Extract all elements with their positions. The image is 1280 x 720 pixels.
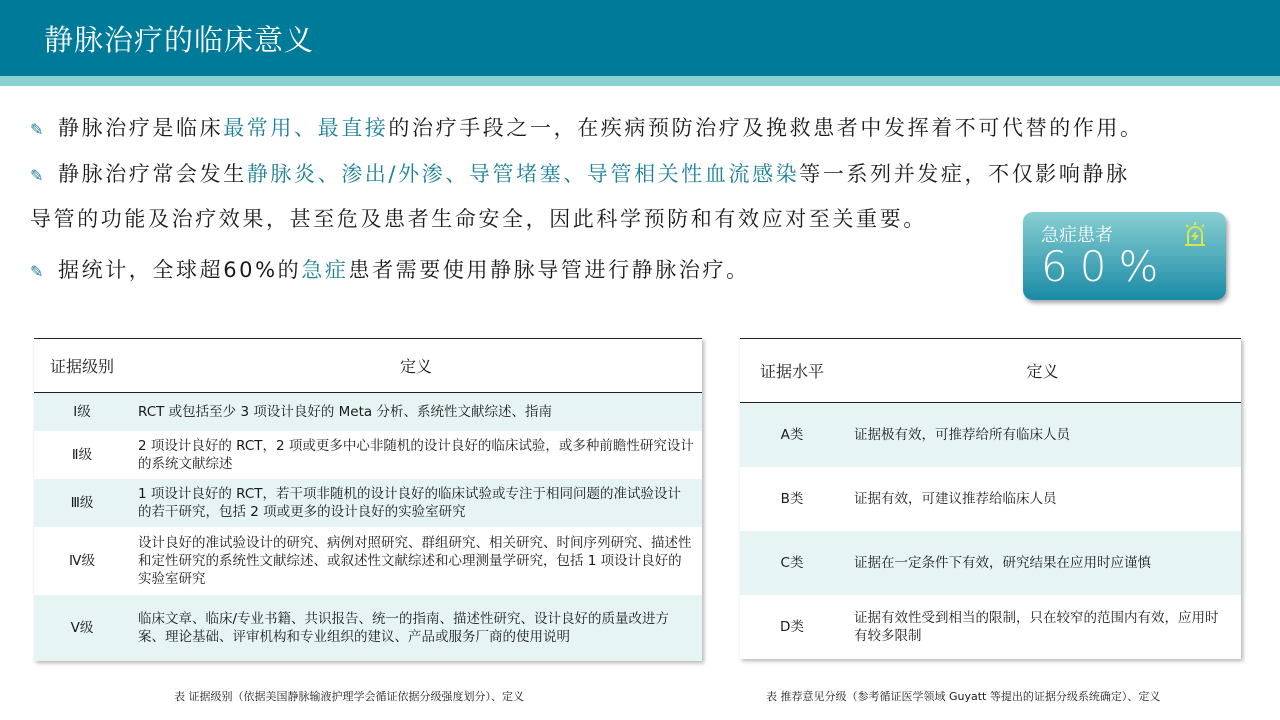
definition-cell: 设计良好的准试验设计的研究、病例对照研究、群组研究、相关研究、时间序列研究、描述性和定性研究的系统性文献综述、或叙述性文献综述和心理测量学研究，包括 1 项设计良好的实验室研究 <box>138 534 692 587</box>
definition-cell: 证据有效，可建议推荐给临床人员 <box>854 490 1057 507</box>
stat-value: 60% <box>1041 242 1171 291</box>
level-cell: D类 <box>780 618 804 635</box>
level-cell: Ⅰ级 <box>34 393 130 431</box>
text: 患者需要使用静脉导管进行静脉治疗。 <box>348 258 750 282</box>
table-row <box>740 531 1241 595</box>
alarm-light-icon <box>1182 220 1208 248</box>
column-header: 证据级别 <box>34 339 130 393</box>
definition-cell: 证据极有效，可推荐给所有临床人员 <box>844 403 1241 467</box>
table-row <box>740 467 1241 531</box>
level-cell: Ⅲ级 <box>34 479 130 527</box>
definition-cell: 证据有效性受到相当的限制，只在较窄的范围内有效，应用时有较多限制 <box>854 609 1219 644</box>
highlight: 急症 <box>301 258 349 282</box>
text: 静脉治疗常会发生 <box>58 162 247 186</box>
bullet-2-continuation: 导管的功能及治疗效果，甚至危及患者生命安全，因此科学预防和有效应对至关重要。 <box>30 207 927 231</box>
table-row <box>740 403 1241 467</box>
table-row <box>34 431 702 479</box>
level-cell: C类 <box>740 531 844 595</box>
level-cell: Ⅳ级 <box>69 552 95 569</box>
definition-cell: 2 项设计良好的 RCT，2 项或更多中心非随机的设计良好的临床试验，或多种前瞻性研究设计的系统文献综述 <box>138 437 694 472</box>
table1-caption: 表 证据级别（依据美国静脉输液护理学会循证依据分级强度划分）、定义 <box>174 690 524 703</box>
definition-cell: 证据在一定条件下有效，研究结果在应用时应谨慎 <box>844 531 1241 595</box>
table-row <box>34 479 702 527</box>
page-title: 静脉治疗的临床意义 <box>44 23 315 57</box>
stat-card <box>1023 212 1226 300</box>
bullet-2 <box>30 158 1130 188</box>
stat-label: 急症患者 <box>1041 225 1113 246</box>
text: 等一系列并发症，不仅影响静脉 <box>799 162 1130 186</box>
definition-cell: 临床文章、临床/专业书籍、共识报告、统一的指南、描述性研究、设计良好的质量改进方案、理论基础、评审机构和专业组织的建议、产品或服务厂商的使用说明 <box>130 595 702 661</box>
evidence-level-table <box>34 338 702 661</box>
column-header: 定义 <box>844 339 1241 403</box>
recommendation-level-table <box>740 338 1241 659</box>
definition-cell: RCT 或包括至少 3 项设计良好的 Meta 分析、系统性文献综述、指南 <box>130 393 702 431</box>
header-stripe <box>0 76 1280 86</box>
text: 静脉治疗是临床 <box>58 116 224 140</box>
table-row <box>34 527 702 595</box>
column-header: 证据水平 <box>740 339 844 403</box>
highlight: 静脉炎、渗出/外渗、导管堵塞、导管相关性血流感染 <box>246 162 800 186</box>
column-header: 定义 <box>130 339 702 393</box>
pen-icon: ✎ <box>30 262 47 281</box>
bullet-1 <box>30 112 1144 142</box>
level-cell: Ⅴ级 <box>34 595 130 661</box>
level-cell: A类 <box>740 403 844 467</box>
table2-caption: 表 推荐意见分级（参考循证医学领域 Guyatt 等提出的证据分级系统确定）、定义 <box>766 690 1161 703</box>
table-row <box>34 595 702 661</box>
table-row <box>740 595 1241 659</box>
level-cell: B类 <box>780 490 804 507</box>
text: 的治疗手段之一，在疾病预防治疗及挽救患者中发挥着不可代替的作用。 <box>388 116 1144 140</box>
table-row <box>34 393 702 431</box>
pen-icon: ✎ <box>30 120 47 139</box>
highlight: 最常用、最直接 <box>223 116 389 140</box>
pen-icon: ✎ <box>30 166 47 185</box>
definition-cell: 1 项设计良好的 RCT，若干项非随机的设计良好的临床试验或专注于相同问题的准试验设计的若干研究，包括 2 项或更多的设计良好的实验室研究 <box>130 479 702 527</box>
level-cell: Ⅱ级 <box>71 446 93 463</box>
text: 据统计，全球超60%的 <box>58 258 302 282</box>
bullet-3 <box>30 254 750 284</box>
